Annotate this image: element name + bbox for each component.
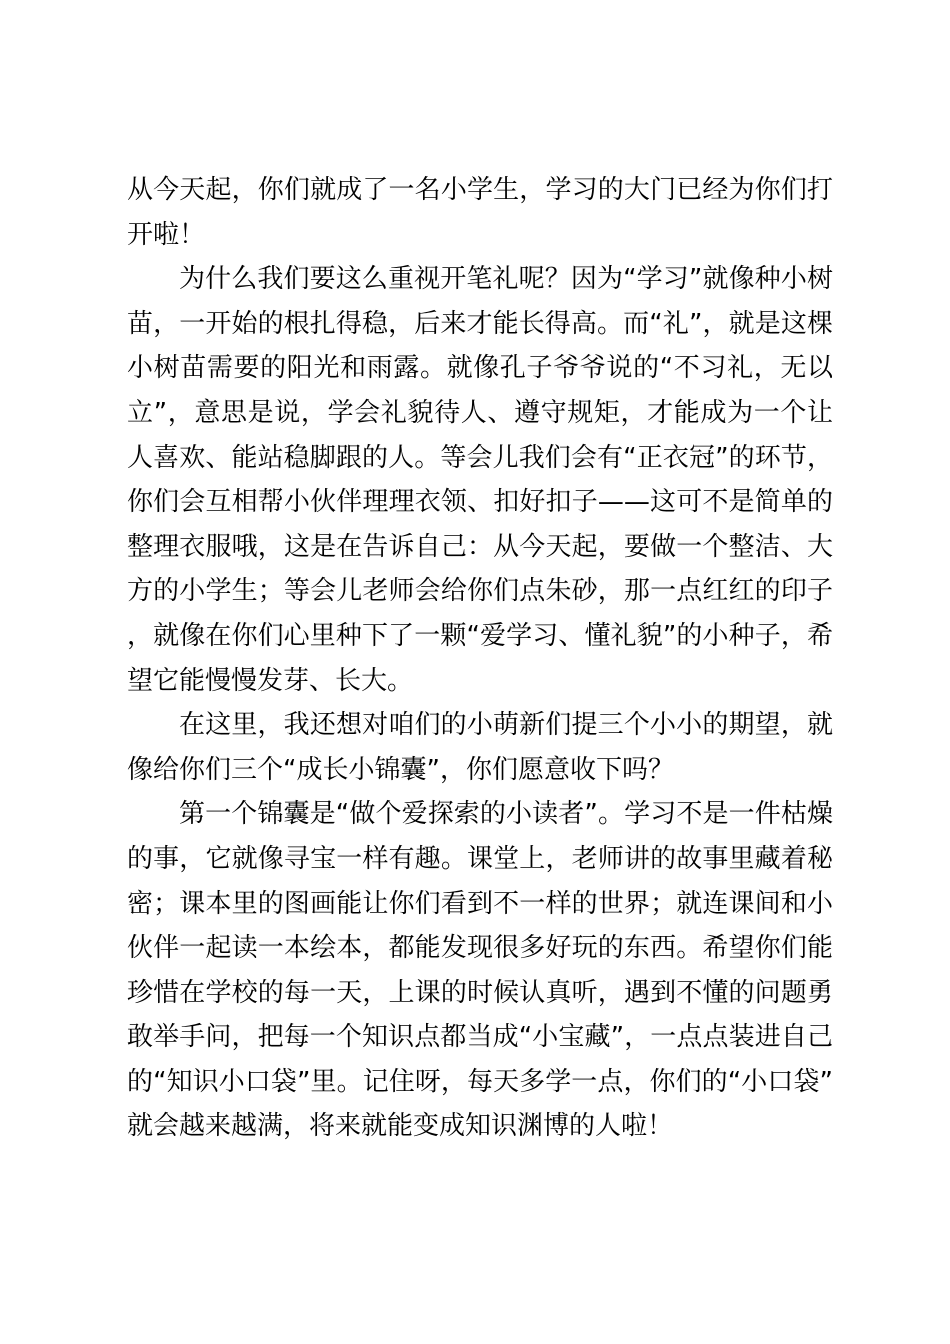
- paragraph-three-wishes: 在这里，我还想对咱们的小萌新们提三个小小的期望，就像给你们三个“成长小锦囊”，你们愿意收下吗？: [127, 710, 833, 785]
- paragraph-first-wish: 第一个锦囊是“做个爱探索的小读者”。学习不是一件枯燥的事，它就像寻宝一样有趣。课堂上，老师讲的故事里藏着秘密；课本里的图画能让你们看到不一样的世界；就连课间和小伙伴一起读一本绘本，都能发现很多好玩的东西。希望你们能珍惜在学校的每一天，上课的时候认真听，遇到不懂的问题勇敢举手问，把每一个知识点都当成“小宝藏”，一点点装进自己的“知识小口袋”里。记住呀，每天多学一点，你们的“小口袋”就会越来越满，将来就能变成知识渊博的人啦！: [127, 799, 833, 1142]
- paragraph-why-ceremony: 为什么我们要这么重视开笔礼呢？因为“学习”就像种小树苗，一开始的根扎得稳，后来才能长得高。而“礼”，就是这棵小树苗需要的阳光和雨露。就像孔子爷爷说的“不习礼，无以立”，意思是说，学会礼貌待人、遵守规矩，才能成为一个让人喜欢、能站稳脚跟的人。等会儿我们会有“正衣冠”的环节，你们会互相帮小伙伴理理衣领、扣好扣子——这可不是简单的整理衣服哦，这是在告诉自己：从今天起，要做一个整洁、大方的小学生；等会儿老师会给你们点朱砂，那一点红红的印子，就像在你们心里种下了一颗“爱学习、懂礼貌”的小种子，希望它能慢慢发芽、长大。: [127, 264, 833, 696]
- document-body: [127, 168, 833, 1149]
- paragraph-continuation: 从今天起，你们就成了一名小学生，学习的大门已经为你们打开啦！: [127, 175, 833, 250]
